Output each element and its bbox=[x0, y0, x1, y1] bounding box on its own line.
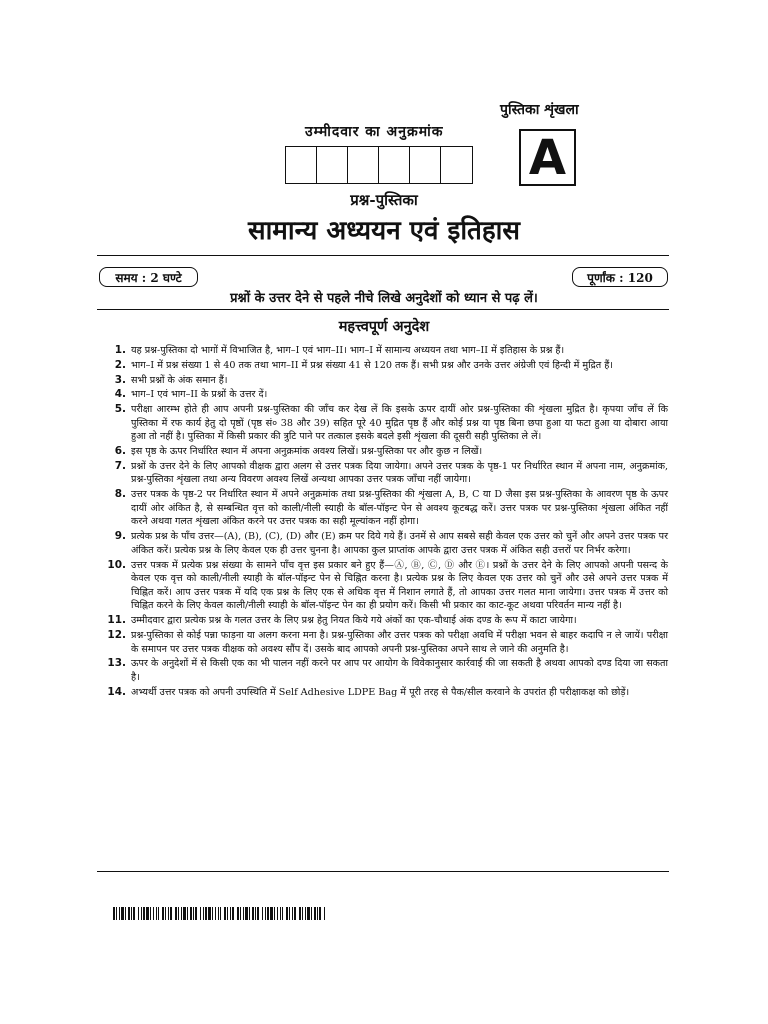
roll-digit-box[interactable] bbox=[410, 147, 441, 183]
barcode-bar bbox=[193, 907, 194, 920]
instruction-item bbox=[102, 344, 668, 358]
instruction-item bbox=[102, 460, 668, 487]
barcode-bar bbox=[237, 907, 239, 920]
marks-box bbox=[572, 267, 668, 287]
barcode-bar bbox=[212, 907, 213, 920]
barcode-bar bbox=[294, 907, 296, 920]
instruction-number: 1. bbox=[114, 344, 126, 356]
barcode-bar bbox=[245, 907, 248, 920]
instruction-number: 4. bbox=[114, 388, 126, 401]
subject-title: सामान्य अध्ययन एवं इतिहास bbox=[248, 216, 520, 246]
barcode-bar bbox=[203, 907, 204, 920]
instruction-item bbox=[102, 488, 668, 529]
instruction-text: सभी प्रश्नों के अंक समान हैं। bbox=[131, 374, 228, 386]
instruction-number: 12. bbox=[107, 628, 126, 641]
roll-number-boxes[interactable] bbox=[285, 146, 473, 184]
roll-number-label: उम्मीदवार का अनुक्रमांक bbox=[305, 124, 444, 140]
barcode-bar bbox=[165, 907, 166, 920]
instruction-item bbox=[102, 614, 668, 628]
roll-digit-box[interactable] bbox=[379, 147, 410, 183]
barcode-bar bbox=[227, 907, 228, 920]
marks-text: पूर्णांक : 120 bbox=[587, 270, 653, 285]
barcode-bar bbox=[252, 907, 254, 920]
barcode-bar bbox=[116, 907, 117, 920]
booklet-label: प्रश्न-पुस्तिका bbox=[350, 191, 418, 209]
barcode-bar bbox=[224, 907, 226, 920]
barcode-bar bbox=[307, 907, 310, 920]
roll-digit-box[interactable] bbox=[317, 147, 348, 183]
barcode-bar bbox=[146, 907, 149, 920]
instruction-item bbox=[102, 374, 668, 388]
instruction-number: 5. bbox=[114, 403, 126, 416]
barcode-bar bbox=[113, 907, 115, 920]
instruction-number: 8. bbox=[114, 488, 126, 501]
instruction-text: भाग–I एवं भाग–II के प्रश्नों के उत्तर दें। bbox=[131, 389, 268, 401]
barcode-bar bbox=[286, 907, 288, 920]
barcode-bar bbox=[299, 907, 301, 920]
barcode-bar bbox=[267, 907, 269, 920]
instruction-text: उत्तर पत्रक के पृष्ठ-2 पर निर्धारित स्थान में अपने अनुक्रमांक तथा प्रश्न-पुस्तिका की शृंखला A, B, C या D जैसा इस प्रश्न-पुस्तिका के आवरण पृष्ठ के ऊपर दायीं ओर अंकित है, से सम्बन्धित वृत्त को काली/नीली स्याही के बॉल-पॉइन्ट पेन से अवश्य कूटबद्ध करें। उत्तर पत्रक पर प्रश्न-पुस्तिका शृंखला अंकित नहीं करने अथवा गलत शृंखला अंकित करने पर उत्तर पत्रक का सही मूल्यांकन नहीं होगा। bbox=[131, 489, 668, 528]
instruction-item bbox=[102, 657, 668, 684]
barcode-bar bbox=[277, 907, 278, 920]
time-box bbox=[99, 267, 198, 287]
barcode-bar bbox=[292, 907, 293, 920]
instruction-number: 7. bbox=[114, 459, 126, 472]
divider bbox=[97, 309, 669, 310]
barcode-bar bbox=[215, 907, 216, 920]
instruction-number: 14. bbox=[107, 685, 126, 698]
barcode-bar bbox=[150, 907, 151, 920]
instruction-item bbox=[102, 445, 668, 459]
barcode-bar bbox=[240, 907, 241, 920]
barcode-bar bbox=[158, 907, 159, 920]
barcode-bar bbox=[317, 907, 318, 920]
instruction-item bbox=[102, 629, 668, 656]
instruction-number: 2. bbox=[114, 358, 126, 371]
barcode-bar bbox=[162, 907, 164, 920]
barcode-bar bbox=[305, 907, 306, 920]
barcode-bar bbox=[257, 907, 259, 920]
barcode-bar bbox=[181, 907, 182, 920]
barcode-bar bbox=[143, 907, 145, 920]
time-text: समय : 2 घण्टे bbox=[115, 270, 182, 285]
barcode-bar bbox=[232, 907, 234, 920]
barcode-bar bbox=[289, 907, 290, 920]
barcode-bar bbox=[200, 907, 201, 920]
barcode-bar bbox=[208, 907, 211, 920]
instruction-text: प्रश्नों के उत्तर देने के लिए आपको वीक्षक द्वारा अलग से उत्तर पत्रक दिया जायेगा। अपने उत्तर पत्रक के पृष्ठ-1 पर निर्धारित स्थान में अपना नाम, अनुक्रमांक, प्रश्न-पुस्तिका शृंखला तथा अन्य विवरण अवश्य लिखें अन्यथा आपका उत्तर पत्रक जाँचा नहीं जायेगा। bbox=[131, 460, 668, 486]
barcode-bar bbox=[311, 907, 312, 920]
barcode-bar bbox=[205, 907, 207, 920]
instruction-item bbox=[102, 388, 668, 402]
instruction-text: ऊपर के अनुदेशों में से किसी एक का भी पालन नहीं करने पर आप पर आयोग के विवेकानुसार कार्रवाई की जा सकती है अथवा आपको दण्ड दिया जा सकता है। bbox=[131, 658, 668, 683]
barcode-bar bbox=[131, 907, 132, 920]
barcode-bar bbox=[119, 907, 120, 920]
instruction-item bbox=[102, 403, 668, 444]
barcode-bar bbox=[324, 907, 325, 920]
booklet-series-label: पुस्तिका शृंखला bbox=[500, 102, 579, 118]
barcode-bar bbox=[319, 907, 321, 920]
instruction-text: प्रत्येक प्रश्न के पाँच उत्तर—(A), (B), (C), (D) और (E) क्रम पर दिये गये हैं। उनमें से आप सबसे सही केवल एक उत्तर को चुनें और अपने उत्तर पत्रक पर अंकित करें। प्रत्येक प्रश्न के लिए केवल एक ही उत्तर चुनना है। आपका कुल प्राप्तांक आपके द्वारा उत्तर पत्रक में अंकित सही उत्तरों पर निर्भर करेगा। bbox=[131, 531, 668, 556]
barcode-bar bbox=[141, 907, 142, 920]
barcode-bar bbox=[249, 907, 250, 920]
instruction-text: उत्तर पत्रक में प्रत्येक प्रश्न संख्या के सामने पाँच वृत्त इस प्रकार बने हुए हैं—Ⓐ, Ⓑ, Ⓒ, Ⓓ और Ⓔ। प्रश्नों के उत्तर देने के लिए आपको अपनी पसन्द के केवल एक वृत्त को काली/नीली स्याही के बॉल-पॉइन्ट पेन से चिह्नित करना है। प्रत्येक प्रश्न के लिए केवल एक उत्तर को चुनें और उसे अपने उत्तर पत्रक में चिह्नित करें। आप उत्तर पत्रक में यदि एक प्रश्न के लिए एक से अधिक वृत्त में निशान लगाते हैं, तो आपका उत्तर गलत माना जायेगा। उत्तर पत्रक में उत्तर को चिह्नित करने के लिए केवल काली/नीली स्याही के बॉल-पॉइन्ट पेन का ही प्रयोग करें। किसी भी प्रकार का काट-कूट अथवा परिवर्तन मान्य नहीं है। bbox=[131, 559, 668, 612]
barcode-image bbox=[113, 907, 325, 920]
barcode-bar bbox=[195, 907, 197, 920]
instruction-text: परीक्षा आरम्भ होते ही आप अपनी प्रश्न-पुस्तिका की जाँच कर देख लें कि इसके ऊपर दायीं ओर प्रश्न-पुस्तिका की शृंखला मुद्रित है। कृपया जाँच लें कि पुस्तिका में रफ कार्य हेतु दो पृष्ठों (पृष्ठ सं० 38 और 39) सहित पूरे 40 मुद्रित पृष्ठ हैं और कोई प्रश्न या पृष्ठ बिना छपा हुआ या फटा हुआ या दोबारा आया हुआ तो नहीं है। पुस्तिका में किसी प्रकार की त्रुटि पाने पर तत्काल इसके बदले इसी शृंखला की दूसरी सही पुस्तिका ले लें। bbox=[131, 404, 668, 443]
instruction-text: अभ्यर्थी उत्तर पत्रक को अपनी उपस्थिति में Self Adhesive LDPE Bag में पूरी तरह से पैक/सील करवाने के उपरांत ही परीक्षाकक्ष को छोड़ें। bbox=[131, 686, 630, 698]
booklet-series-value: A bbox=[528, 129, 567, 186]
barcode-bar bbox=[265, 907, 266, 920]
barcode-bar bbox=[183, 907, 186, 920]
read-instructions-note: प्रश्नों के उत्तर देने से पहले नीचे लिखे अनुदेशों को ध्यान से पढ़ लें। bbox=[230, 291, 538, 306]
barcode-bar bbox=[243, 907, 244, 920]
barcode-bar bbox=[153, 907, 154, 920]
divider bbox=[97, 255, 669, 256]
barcode-bar bbox=[190, 907, 192, 920]
instructions-list bbox=[102, 344, 668, 700]
instruction-item bbox=[102, 359, 668, 373]
instruction-number: 10. bbox=[107, 558, 126, 571]
instruction-number: 9. bbox=[114, 530, 126, 543]
roll-digit-box[interactable] bbox=[348, 147, 379, 183]
instruction-number: 11. bbox=[107, 614, 126, 627]
instruction-text: भाग–I में प्रश्न संख्या 1 से 40 तक तथा भाग–II में प्रश्न संख्या 41 से 120 तक हैं। सभी प्रश्न और उनके उत्तर अंग्रेजी एवं हिन्दी में मुद्रित हैं। bbox=[131, 359, 613, 371]
instruction-text: प्रश्न-पुस्तिका से कोई पन्ना फाड़ना या अलग करना मना है। प्रश्न-पुस्तिका और उत्तर पत्रक को परीक्षा अवधि में परीक्षा भवन से बाहर कदापि न ले जायें। परीक्षा के समापन पर उत्तर पत्रक वीक्षक को अवश्य सौंप दें। उसके बाद आपको अपनी प्रश्न-पुस्तिका अपने साथ ले जाने की अनुमति है। bbox=[131, 629, 668, 655]
barcode-bar bbox=[138, 907, 139, 920]
barcode-bar bbox=[175, 907, 177, 920]
instructions-heading: महत्त्वपूर्ण अनुदेश bbox=[338, 318, 430, 335]
instruction-text: इस पृष्ठ के ऊपर निर्धारित स्थान में अपना अनुक्रमांक अवश्य लिखें। प्रश्न-पुस्तिका पर और कुछ न लिखें। bbox=[131, 446, 483, 458]
barcode-bar bbox=[282, 907, 283, 920]
barcode-bar bbox=[125, 907, 126, 920]
barcode-bar bbox=[218, 907, 219, 920]
barcode-bar bbox=[168, 907, 169, 920]
barcode-bar bbox=[133, 907, 135, 920]
barcode-bar bbox=[187, 907, 188, 920]
instruction-item bbox=[102, 530, 668, 557]
barcode-bar bbox=[121, 907, 124, 920]
barcode-bar bbox=[280, 907, 281, 920]
barcode-bar bbox=[220, 907, 221, 920]
barcode-bar bbox=[262, 907, 263, 920]
instruction-text: यह प्रश्न-पुस्तिका दो भागों में विभाजित है, भाग–I एवं भाग–II। भाग–I में सामान्य अध्ययन तथा भाग–II में इतिहास के प्रश्न हैं। bbox=[131, 345, 565, 356]
instruction-item bbox=[102, 559, 668, 613]
instruction-number: 3. bbox=[114, 373, 126, 386]
instruction-number: 13. bbox=[107, 657, 126, 670]
divider bbox=[97, 871, 669, 872]
roll-digit-box[interactable] bbox=[286, 147, 317, 183]
barcode-bar bbox=[170, 907, 172, 920]
roll-digit-box[interactable] bbox=[441, 147, 472, 183]
barcode-bar bbox=[270, 907, 273, 920]
barcode-bar bbox=[314, 907, 316, 920]
instruction-number: 6. bbox=[114, 445, 126, 458]
booklet-series-box bbox=[519, 129, 576, 186]
instruction-item bbox=[102, 686, 668, 700]
barcode-bar bbox=[156, 907, 157, 920]
instruction-text: उम्मीदवार द्वारा प्रत्येक प्रश्न के गलत उत्तर के लिए प्रश्न हेतु नियत किये गये अंकों का एक-चौथाई अंक दण्ड के रूप में काटा जायेगा। bbox=[131, 615, 577, 627]
barcode-bar bbox=[302, 907, 303, 920]
barcode-bar bbox=[178, 907, 179, 920]
barcode-bar bbox=[274, 907, 275, 920]
barcode-bar bbox=[128, 907, 130, 920]
barcode-bar bbox=[230, 907, 231, 920]
barcode-bar bbox=[255, 907, 256, 920]
